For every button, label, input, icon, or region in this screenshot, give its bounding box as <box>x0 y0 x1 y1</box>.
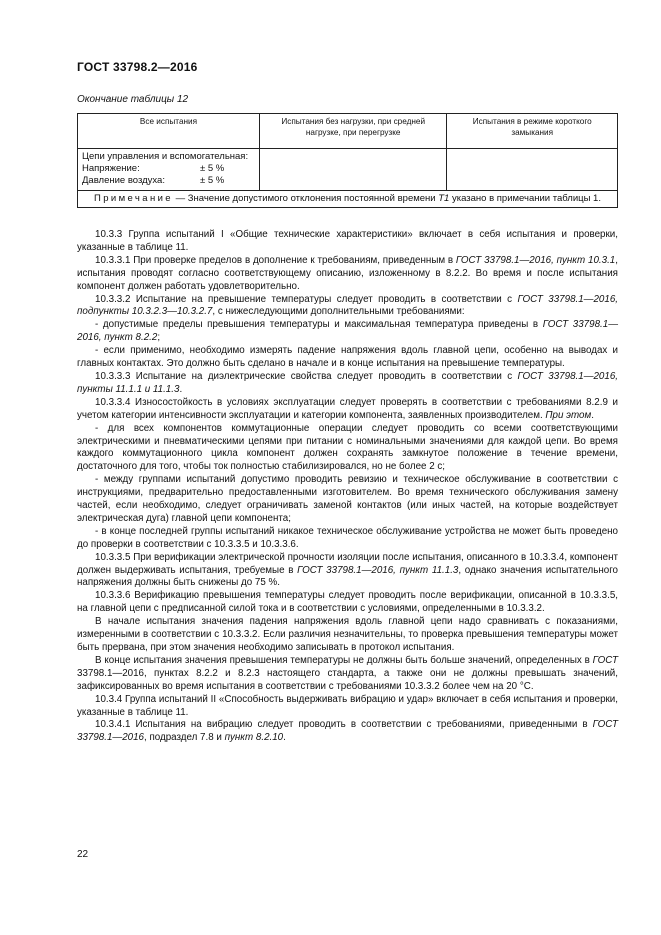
reference-link: пункт 8.2.10 <box>224 732 284 744</box>
list-item: - если применимо, необходимо измерять падение напряжения вдоль главной цепи, особенно на выводах и главных контактах. Это должно быть сделано в начале и в конце испытания на превышение температуры. <box>77 345 618 370</box>
voltage-value: ± 5 % <box>200 163 225 174</box>
reference-link: ГОСТ 33798.1—2016 <box>77 719 618 744</box>
body-text <box>77 229 618 745</box>
air-pressure-value: ± 5 % <box>200 175 225 186</box>
paragraph <box>77 397 618 423</box>
paragraph-text: 10.3.3.1 При проверке пределов в дополнение к требованиям, приведенным в <box>95 254 456 266</box>
list-item <box>77 319 618 345</box>
air-pressure-label: Давление воздуха: <box>82 175 165 186</box>
table-cell-empty <box>447 149 618 191</box>
paragraph: 10.3.3 Группа испытаний I «Общие технические характеристики» включает в себя испытания и проверки, указанные в таблице 11. <box>77 229 618 253</box>
row-title: Цепи управления и вспомогательная: <box>82 151 249 162</box>
paragraph <box>77 552 618 591</box>
paragraph-text: , испытания проводят согласно соответствующему описанию, изложенному в 8.2.2. Во время и после испытания компонент должен работать удовлетворительно. <box>77 254 618 292</box>
list-item: - для всех компонентов коммутационные операции следует проводить со всеми соответствующими электрическими и пневматическими цепями при питании с номинальными значениями для каждой цепи. Во время каждого коммутационного цикла компонент должен сохранять замкнутое положение в течение времени, достаточного для того, чтобы ток полностью стабилизировался, но не более 2 с; <box>77 422 618 473</box>
paragraph <box>77 655 618 694</box>
header-cell-short-circuit: Испытания в режиме короткого замыкания <box>447 114 618 149</box>
table-row <box>78 149 618 191</box>
paragraph-text: - допустимые пределы превышения температуры и максимальная температура приведены в <box>95 319 543 331</box>
paragraph: 10.3.3.6 Верификацию превышения температуры следует проводить после верификации, описанной в 10.3.3.5, на главной цепи с предписанной силой тока и в соответствии с условиями, определенными в 10.3.3.2. <box>77 590 618 615</box>
page-number: 22 <box>77 849 89 860</box>
air-pressure-line <box>82 175 255 187</box>
paragraph-text: В конце испытания значения превышения температуры не должны быть больше значений, определенных в <box>95 654 593 666</box>
note-label: Примечание <box>94 193 173 204</box>
paragraph-text: 10.3.3.5 При верификации электрической прочности изоляции после испытания, описанного в 10.3.3.4, компонент должен выдерживать испытания, требуемые в <box>77 551 618 576</box>
list-item: - в конце последней группы испытаний никакое техническое обслуживание устройства не может быть проведено до проверки в соответствии с 10.3.3.5 и 10.3.3.6. <box>77 525 618 550</box>
note-symbol: T1 <box>438 193 450 204</box>
header-cell-load-tests: Испытания без нагрузки, при средней нагрузке, при перегрузке <box>259 114 446 149</box>
paragraph <box>77 719 618 745</box>
paragraph <box>77 255 618 294</box>
paragraph <box>77 371 618 397</box>
paragraph-text: 10.3.3.4 Износостойкость в условиях эксплуатации следует проверять в соответствии с требованиями 8.2.9 и учетом категории интенсивности эксплуатации и категории компонента, заявленных производителем. <box>77 396 618 421</box>
table-cell-empty <box>259 149 446 191</box>
note-text-a: — Значение допустимого отклонения постоянной времени <box>173 193 439 204</box>
table-header-row <box>78 114 618 149</box>
reference-link: ГОСТ <box>592 654 618 666</box>
reference-link: ГОСТ 33798.1—2016, пункт 10.3.1 <box>455 254 616 266</box>
table-cell-control-circuits <box>78 149 260 191</box>
paragraph-text: 10.3.4.1 Испытания на вибрацию следует проводить в соответствии с требованиями, приведенными в <box>95 719 593 731</box>
paragraph-text: 10.3.3.3 Испытание на диэлектрические свойства следует проводить в соответствии с <box>95 370 518 382</box>
voltage-line <box>82 163 255 175</box>
voltage-label: Напряжение: <box>82 163 140 174</box>
paragraph-text: 10.3.3.2 Испытание на превышение температуры следует проводить в соответствии с <box>95 293 518 305</box>
reference-link: ГОСТ 33798.1—2016, пункт 11.1.3 <box>297 564 459 576</box>
reference-link: ГОСТ 33798.1—2016, подпункты 10.3.2.3—10.3.2.7 <box>77 293 618 318</box>
reference-link: ГОСТ 33798.1—2016, пункты 11.1.1 и 11.1.3 <box>77 370 619 395</box>
note-text-b: указано в примечании таблицы 1. <box>449 193 601 204</box>
table-caption: Окончание таблицы 12 <box>77 94 189 105</box>
paragraph-text: , с нижеследующими дополнительными требованиями: <box>212 306 465 318</box>
reference-link: ГОСТ 33798.1—2016, пункт 8.2.2 <box>77 319 618 344</box>
list-item: - между группами испытаний допустимо проводить ревизию и техническое обслуживание в соответствии с инструкциями, предварительно предоставленными изготовителем. Во время технического обслуживания замену частей, если необходимо, следует ограничивать заменой контактов (или иных частей, на которые воздействует электрическая дуга) главной цепи компонента; <box>77 474 618 524</box>
paragraph <box>77 294 618 320</box>
table-note <box>78 191 618 208</box>
header-cell-all-tests: Все испытания <box>78 114 260 149</box>
paragraph-text: . <box>283 732 286 744</box>
paragraph-text: . <box>179 383 183 395</box>
table-12 <box>77 113 618 208</box>
paragraph-text: . <box>591 409 594 421</box>
table-note-row <box>78 191 618 208</box>
emphasis-text: При этом <box>545 409 592 421</box>
paragraph-text: 33798.1—2016, пунктах 8.2.2 и 8.2.3 настоящего стандарта, а также они не должны превышать значений, зафиксированных во время испытания в соответствии с требованиями 10.3.3.2 более чем на 20 °С. <box>77 667 618 692</box>
document-header: ГОСТ 33798.2—2016 <box>77 60 198 74</box>
paragraph: В начале испытания значения падения напряжения вдоль главной цепи надо сравнивать с показаниями, измеренными в соответствии с 10.3.3.2. Если различия незначительны, то проверка превышения температуры может быть прервана, при этом значения необходимо записывать в протокол испытания. <box>77 616 618 653</box>
paragraph-text: ; <box>157 332 161 344</box>
paragraph: 10.3.4 Группа испытаний II «Способность выдерживать вибрацию и удар» включает в себя испытания и проверки, указанные в таблице 11. <box>77 693 618 718</box>
paragraph-text: , подраздел 7.8 и <box>144 732 225 744</box>
paragraph-text: , однако значения испытательного напряжения должны быть снижены до 75 %. <box>77 564 619 589</box>
